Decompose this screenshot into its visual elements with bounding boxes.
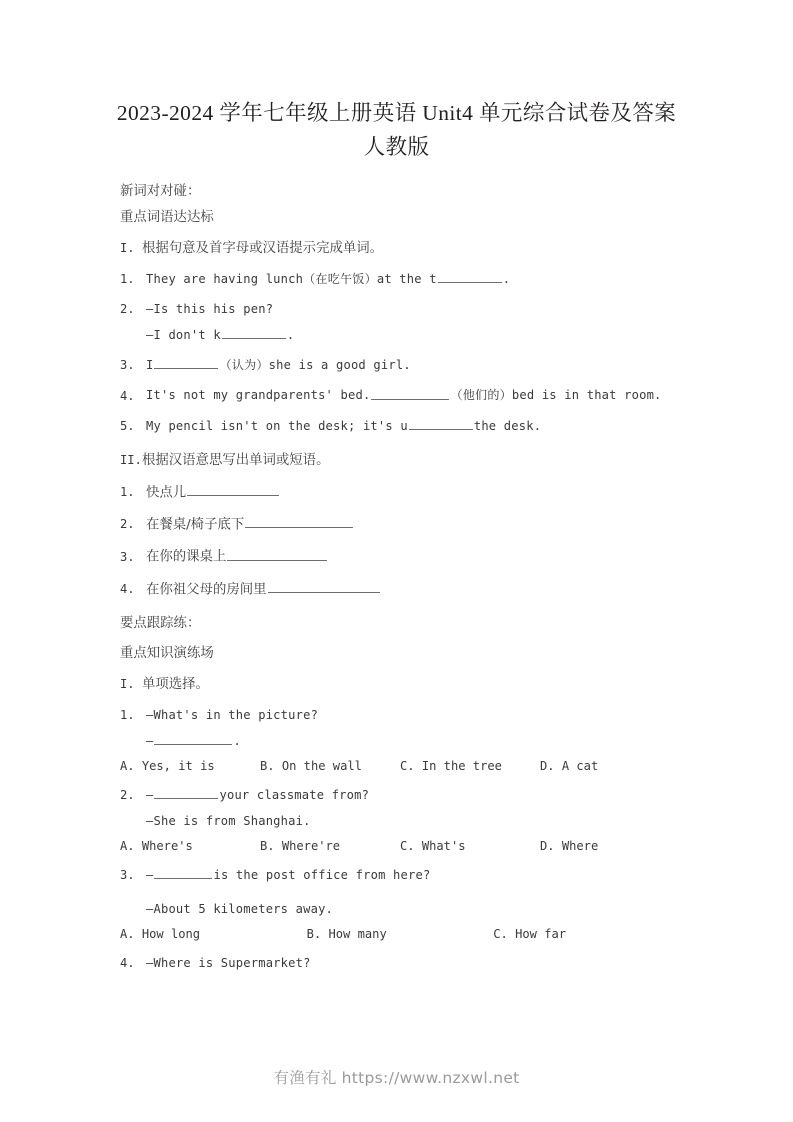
choice-q3-option-a[interactable]: A. How long xyxy=(120,927,201,942)
part2-item-2-blank[interactable] xyxy=(245,515,353,528)
choice-q4-line-1: —Where is Supermarket? xyxy=(146,956,311,971)
choice-heading xyxy=(120,676,680,693)
part2-item-4-label: 在你祖父母的房间里 xyxy=(146,581,267,597)
part1-question-1 xyxy=(120,271,680,287)
choice-q2-line-1 xyxy=(146,787,680,803)
part2-item-1-label: 快点儿 xyxy=(146,484,187,500)
part2-item-1-blank[interactable] xyxy=(187,483,279,496)
part2-item-4-blank[interactable] xyxy=(268,580,380,593)
part1-heading xyxy=(120,240,680,257)
part1-q2-number: 2. xyxy=(120,302,135,317)
choice-question-2 xyxy=(120,787,680,803)
choice-q2-option-c[interactable]: C. What's xyxy=(400,839,466,854)
choice-q2-options xyxy=(120,839,680,853)
choice-q2-prompt-suffix: your classmate from? xyxy=(219,788,370,803)
footer-watermark xyxy=(0,1066,793,1088)
choice-q2-option-b[interactable]: B. Where're xyxy=(260,839,341,854)
choice-q3-options xyxy=(120,927,680,941)
choice-q3-number: 3. xyxy=(120,868,135,883)
part2-item-2 xyxy=(120,515,680,533)
choice-q2-option-a[interactable]: A. Where's xyxy=(120,839,193,854)
part2-item-4-number: 4. xyxy=(120,581,135,596)
part1-q1-segment-a: They are having lunch（在吃午饭）at the t xyxy=(146,272,437,287)
part2-item-3-blank[interactable] xyxy=(227,547,327,560)
choice-q2-prompt-prefix: — xyxy=(146,788,154,803)
practice-subheading: 重点知识演练场 xyxy=(120,645,214,661)
part1-heading-number: I. xyxy=(120,241,135,255)
choice-q3-option-b[interactable]: B. How many xyxy=(306,927,387,942)
part1-q4-number: 4. xyxy=(120,388,135,403)
part1-question-3 xyxy=(120,357,680,373)
choice-q1-options xyxy=(120,759,680,773)
title-line-1: 2023-2024 学年七年级上册英语 Unit4 单元综合试卷及答案 xyxy=(116,101,677,125)
page-title xyxy=(0,96,793,164)
choice-q2-number: 2. xyxy=(120,788,135,803)
part1-q3-number: 3. xyxy=(120,358,135,373)
document-body xyxy=(120,184,680,971)
part1-q1-text xyxy=(146,271,680,287)
part1-q5-number: 5. xyxy=(120,418,135,433)
part1-question-2 xyxy=(120,301,680,317)
part2-heading-text: 根据汉语意思写出单词或短语。 xyxy=(142,452,330,468)
choice-q3-line-2: —About 5 kilometers away. xyxy=(146,902,334,917)
part2-item-4-text xyxy=(146,580,680,598)
part1-q1-number: 1. xyxy=(120,272,135,287)
part1-question-5 xyxy=(120,418,680,434)
choice-q1-option-b[interactable]: B. On the wall xyxy=(260,759,362,773)
part2-item-1-text xyxy=(146,483,680,501)
part1-q3-segment-a: I xyxy=(146,358,154,373)
choice-q3-option-c[interactable]: C. How far xyxy=(493,927,567,942)
title-line-2: 人教版 xyxy=(363,135,430,159)
part1-q4-text xyxy=(146,387,680,403)
part2-item-4 xyxy=(120,580,680,598)
part1-q2-line-1: —Is this his pen? xyxy=(146,302,274,317)
part1-q3-blank[interactable] xyxy=(154,357,218,369)
vocab-subheading: 重点词语达达标 xyxy=(120,210,214,225)
choice-q1-line-2 xyxy=(120,733,680,749)
part1-q2-blank[interactable] xyxy=(222,327,286,339)
part2-item-1 xyxy=(120,483,680,501)
part1-q5-text xyxy=(146,418,680,434)
choice-heading-number: I. xyxy=(120,676,135,691)
watermark-url: https://www.nzxwl.net xyxy=(341,1069,520,1087)
part1-q2-line-2 xyxy=(120,327,680,343)
part1-question-4 xyxy=(120,387,680,403)
choice-q2-blank[interactable] xyxy=(154,787,218,799)
part1-q3-segment-b: （认为）she is a good girl. xyxy=(219,358,411,373)
part1-q5-segment-a: My pencil isn't on the desk; it's u xyxy=(146,418,408,433)
choice-q1-option-c[interactable]: C. In the tree xyxy=(400,759,502,773)
choice-q1-answer-prefix: — xyxy=(146,734,154,748)
choice-q1-answer-suffix: . xyxy=(233,734,241,748)
part2-item-3 xyxy=(120,547,680,565)
part1-q4-segment-a: It's not my grandparents' bed. xyxy=(146,388,371,403)
part2-item-2-text xyxy=(146,515,680,533)
part2-item-3-text xyxy=(146,547,680,565)
practice-banner: 要点跟踪练： xyxy=(120,615,201,631)
part2-item-3-number: 3. xyxy=(120,549,135,564)
choice-q2-option-d[interactable]: D. Where xyxy=(540,839,599,854)
part1-q5-segment-b: the desk. xyxy=(473,418,542,433)
choice-q2-line-2: —She is from Shanghai. xyxy=(146,814,311,829)
choice-q1-option-a[interactable]: A. Yes, it is xyxy=(120,759,215,773)
vocab-banner: 新词对对碰： xyxy=(120,184,201,199)
part2-item-3-label: 在你的课桌上 xyxy=(146,549,227,565)
choice-q4-number: 4. xyxy=(120,956,135,971)
choice-q3-blank[interactable] xyxy=(154,867,212,879)
choice-question-3 xyxy=(120,867,680,883)
part1-heading-text: 根据句意及首字母或汉语提示完成单词。 xyxy=(142,241,384,256)
choice-question-1 xyxy=(120,707,680,723)
choice-q1-line-1: —What's in the picture? xyxy=(146,707,319,722)
part1-q3-text xyxy=(146,357,680,373)
watermark-brand: 有渔有礼 xyxy=(273,1069,337,1087)
choice-q1-blank[interactable] xyxy=(154,733,232,745)
part2-item-2-number: 2. xyxy=(120,517,135,532)
choice-q3-prompt-prefix: — xyxy=(146,868,154,883)
part1-q2-answer-suffix: . xyxy=(286,328,295,343)
choice-q1-option-d[interactable]: D. A cat xyxy=(540,759,599,773)
part2-heading xyxy=(120,452,680,469)
part1-q1-segment-b: . xyxy=(502,272,511,287)
part1-q4-blank[interactable] xyxy=(371,387,449,399)
part1-q5-blank[interactable] xyxy=(409,418,473,430)
part1-q2-answer-prefix: —I don't k xyxy=(146,328,221,343)
part2-heading-number: II. xyxy=(120,452,142,467)
part1-q4-segment-b: （他们的）bed is in that room. xyxy=(450,388,662,403)
part2-item-2-label: 在餐桌/椅子底下 xyxy=(146,517,245,533)
choice-q3-prompt-suffix: is the post office from here? xyxy=(213,868,431,883)
choice-q3-line-1 xyxy=(146,867,680,883)
part2-item-1-number: 1. xyxy=(120,484,135,499)
choice-question-4 xyxy=(120,955,680,971)
choice-q1-number: 1. xyxy=(120,707,135,722)
part1-q1-blank[interactable] xyxy=(438,271,502,283)
choice-heading-text: 单项选择。 xyxy=(142,676,209,692)
